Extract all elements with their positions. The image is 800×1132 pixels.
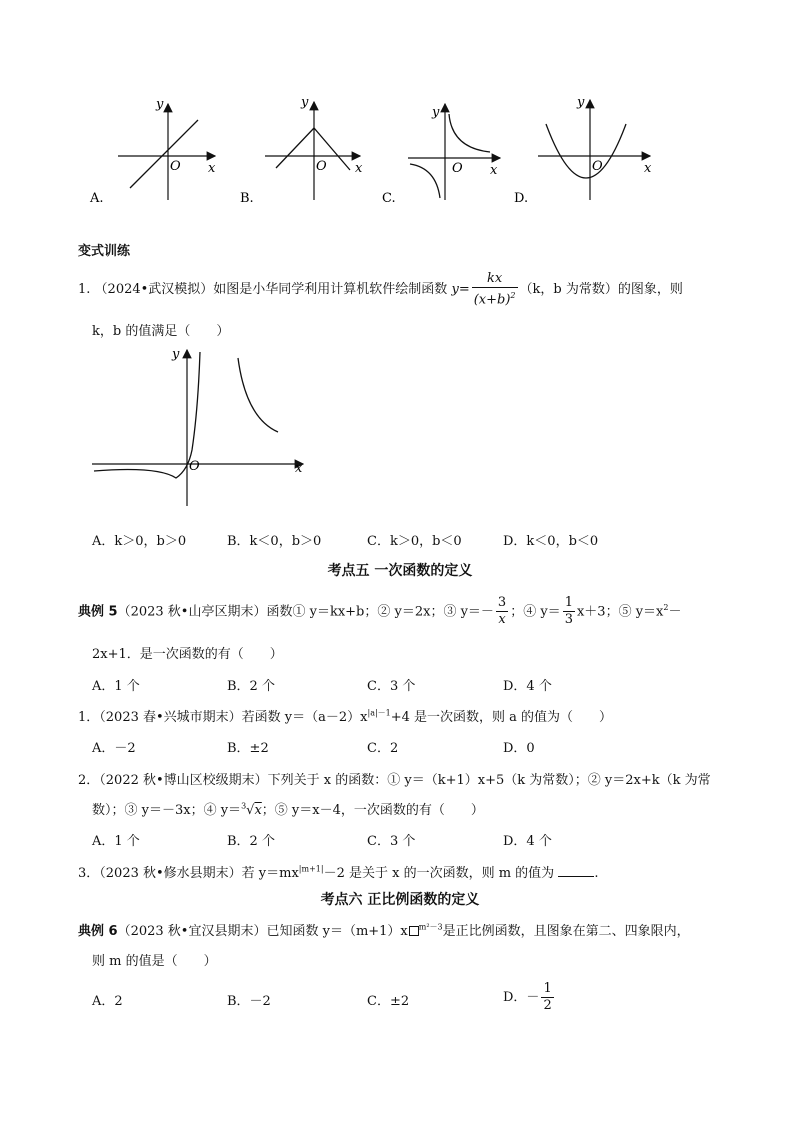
example5-text-d: － xyxy=(668,604,682,620)
q5-2-root-arg: x xyxy=(254,803,262,818)
graph-a-label: A. xyxy=(90,191,104,206)
example6-d-frac-num: 1 xyxy=(543,981,552,996)
q5-2-root-index: 3 xyxy=(241,801,247,811)
q5-1-option-d[interactable]: D．0 xyxy=(503,741,535,756)
q5-3-line xyxy=(78,862,598,881)
variant-q1-fraction xyxy=(472,271,518,308)
graph-d-parabola xyxy=(546,124,626,178)
variant-q1-num: 1. xyxy=(78,282,91,297)
variant-q1-option-c[interactable]: C．k＞0，b＜0 xyxy=(367,534,462,549)
q5-1-option-b[interactable]: B．±2 xyxy=(227,741,269,756)
q5-1-line xyxy=(78,706,612,725)
variant-q1-frac-num: kx xyxy=(472,271,518,288)
graph-a-x-label: x xyxy=(208,161,216,176)
graph-d-label: D. xyxy=(514,191,529,206)
q5-3-text-b: －2 是关于 x 的一次函数，则 m 的值为 xyxy=(323,866,555,881)
example5-line1 xyxy=(78,588,682,628)
graph-b-origin: O xyxy=(316,159,327,174)
q5-1-option-c[interactable]: C．2 xyxy=(367,741,399,756)
variant-q1-option-d[interactable]: D．k＜0，b＜0 xyxy=(503,534,599,549)
variant-q1-line2: k，b 的值满足（ ） xyxy=(92,324,230,339)
graph-d-y-label: y xyxy=(577,95,585,110)
q5-2-text-a: 数）；③ y＝－3x；④ y＝ xyxy=(92,803,242,818)
variant-q1-after: （k，b 为常数）的图象，则 xyxy=(519,282,683,297)
graph-b-label: B. xyxy=(240,191,254,206)
example5-text-b: ；④ y＝ xyxy=(510,604,561,620)
example5-line2: 2x+1．是一次函数的有（ ） xyxy=(92,647,283,662)
graph-c-label: C. xyxy=(382,191,396,206)
q5-3-text-a: 3．（2023 秋•修水县期末）若 y＝mx xyxy=(78,866,299,881)
example5-square: 2 xyxy=(663,603,669,612)
variant-q1-graph-o: O xyxy=(189,459,200,474)
variant-q1-frac-den-base: (x+b) xyxy=(473,292,511,308)
variant-q1-graph-x: x xyxy=(295,461,303,476)
radical-icon: √ xyxy=(246,803,255,818)
q5-2-option-b[interactable]: B．2 个 xyxy=(227,834,275,849)
example6-option-d[interactable] xyxy=(503,978,556,1018)
option-graphs xyxy=(80,90,680,215)
example5-option-c[interactable]: C．3 个 xyxy=(367,679,416,694)
example6-option-a[interactable]: A．2 xyxy=(92,994,123,1009)
variant-q1-func-y: y xyxy=(451,282,459,297)
graph-a-line xyxy=(130,120,198,188)
variant-q1-frac-den xyxy=(472,288,518,308)
example5-frac13-num: 1 xyxy=(564,595,573,611)
variant-q1-line1 xyxy=(78,270,683,310)
example6-d-frac-den: 2 xyxy=(543,998,552,1013)
q5-1-text-b: +4 是一次函数，则 a 的值为（ ） xyxy=(390,710,613,725)
example5-frac13-den: 3 xyxy=(564,612,573,628)
graph-b xyxy=(240,95,363,206)
graph-c-x-label: x xyxy=(490,163,498,178)
example6-option-c[interactable]: C．±2 xyxy=(367,994,410,1009)
variant-q1-func-eq: = xyxy=(458,282,470,297)
q5-2-line2 xyxy=(92,799,484,818)
variant-q1-source: （2024•武汉模拟）如图是小华同学利用计算机软件绘制函数 xyxy=(94,282,448,297)
example6-label: 典例 6 xyxy=(78,924,118,939)
graph-c-curve-1 xyxy=(449,114,490,152)
graph-a xyxy=(89,97,216,206)
example5-text-a: （2023 秋•山亭区期末）函数① y＝kx+b；② y＝2x；③ y＝－ xyxy=(117,604,494,620)
variant-q1-graph-y: y xyxy=(172,347,180,362)
variant-q1-graph xyxy=(88,340,318,510)
example5-frac-13 xyxy=(563,595,575,628)
graph-c-curve-2 xyxy=(410,164,440,198)
heading-5: 考点五 一次函数的定义 xyxy=(327,563,473,579)
variant-q1-option-b[interactable]: B．k＜0，b＞0 xyxy=(227,534,322,549)
example6-line1 xyxy=(78,920,690,939)
graph-d-origin: O xyxy=(592,159,603,174)
q5-1-option-a[interactable]: A．－2 xyxy=(92,741,136,756)
variant-q1-option-a[interactable]: A．k＞0，b＞0 xyxy=(92,534,187,549)
example6-text-b: 是正比例函数，且图象在第二、四象限内， xyxy=(442,924,690,939)
example5-option-a[interactable]: A．1 个 xyxy=(92,679,140,694)
graph-b-line xyxy=(276,128,350,170)
variant-q1-curve-left xyxy=(94,352,200,478)
example6-line2: 则 m 的值是（ ） xyxy=(92,954,217,969)
placeholder-box-icon xyxy=(409,926,419,936)
q5-3-period: . xyxy=(594,866,599,881)
graph-b-x-label: x xyxy=(355,161,363,176)
heading-6: 考点六 正比例函数的定义 xyxy=(320,892,480,908)
q5-2-option-a[interactable]: A．1 个 xyxy=(92,834,140,849)
graph-a-origin: O xyxy=(170,159,181,174)
q5-3-answer-blank[interactable] xyxy=(558,876,594,877)
example5-option-b[interactable]: B．2 个 xyxy=(227,679,275,694)
q5-2-option-d[interactable]: D．4 个 xyxy=(503,834,552,849)
graph-b-y-label: y xyxy=(301,95,309,110)
example6-option-d-label: D．－ xyxy=(503,990,540,1005)
example5-option-d[interactable]: D．4 个 xyxy=(503,679,552,694)
graph-c xyxy=(382,104,500,206)
graph-c-y-label: y xyxy=(432,105,440,120)
graph-d xyxy=(514,95,652,206)
q5-2-line1: 2．（2022 秋•博山区校级期末）下列关于 x 的函数：① y＝（k+1）x+5（k 为常数）；② y＝2x+k（k 为常 xyxy=(78,773,711,788)
example5-label: 典例 5 xyxy=(78,604,118,620)
example5-frac3-den: x xyxy=(498,612,506,628)
variant-q1-curve-right xyxy=(238,358,278,432)
q5-2-option-c[interactable]: C．3 个 xyxy=(367,834,416,849)
variant-q1-frac-den-exp: 2 xyxy=(510,290,516,300)
example5-frac-3x xyxy=(496,595,508,628)
example6-exponent: m²－3 xyxy=(418,922,443,932)
example5-frac3-num: 3 xyxy=(497,595,507,611)
q5-2-text-b: ；⑤ y＝x－4，一次函数的有（ ） xyxy=(261,803,484,818)
example6-text-a: （2023 秋•宜汉县期末）已知函数 y＝（m+1）x xyxy=(117,924,408,939)
q5-3-exponent: |m+1| xyxy=(298,864,324,874)
graph-c-origin: O xyxy=(452,161,463,176)
example5-text-c: x＋3；⑤ y＝x xyxy=(576,604,664,620)
example6-option-b[interactable]: B．－2 xyxy=(227,994,271,1009)
example6-option-d-frac xyxy=(541,981,553,1014)
q5-1-text-a: 1．（2023 春•兴城市期末）若函数 y＝（a－2）x xyxy=(78,710,368,725)
section-variant-heading: 变式训练 xyxy=(78,244,131,259)
q5-1-exponent: |a|－1 xyxy=(367,708,391,718)
graph-a-y-label: y xyxy=(156,97,164,112)
graph-d-x-label: x xyxy=(644,161,652,176)
